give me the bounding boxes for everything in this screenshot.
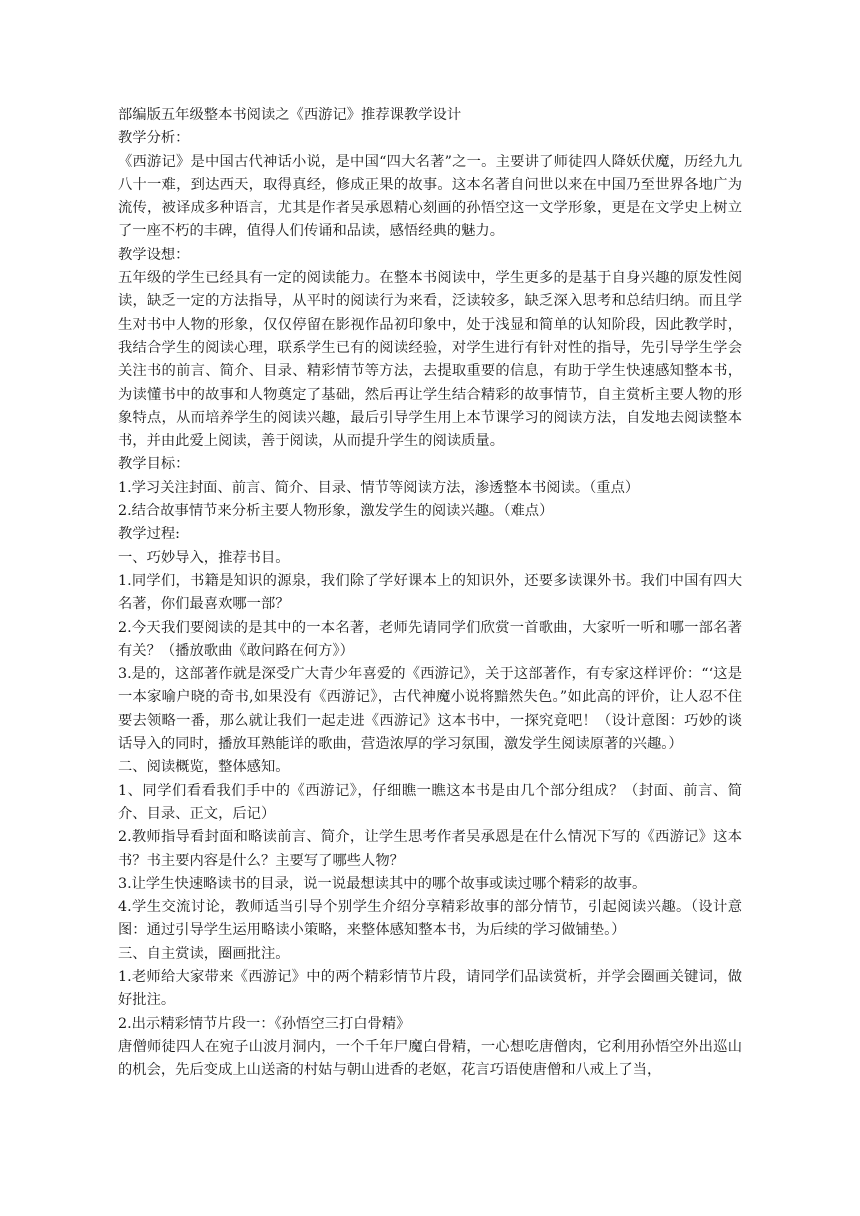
document-body: [118, 104, 742, 1082]
section-heading-analysis: 教学分析：: [118, 130, 190, 147]
step1-item-2: 2.今天我们要阅读的是其中的一本名著，老师先请同学们欣赏一首歌曲，大家听一听和哪一部名著有关？（播放歌曲《敢问路在何方》）: [118, 619, 742, 659]
section-heading-concept: 教学设想：: [118, 246, 190, 263]
step2-item-3: 3.让学生快速略读书的目录，说一说最想读其中的哪个故事或读过哪个精彩的故事。: [118, 875, 647, 892]
step-heading-1: 一、巧妙导入，推荐书目。: [118, 549, 290, 566]
section-heading-process: 教学过程:: [118, 526, 181, 543]
paragraph-concept: 五年级的学生已经具有一定的阅读能力。在整本书阅读中，学生更多的是基于自身兴趣的原发性阅读，缺乏一定的方法指导，从平时的阅读行为来看，泛读较多，缺乏深入思考和总结归纳。而且学生对书中人物的形象，仅仅停留在影视作品初印象中，处于浅显和简单的认知阶段，因此教学时，我结合学生的阅读心理，联系学生已有的阅读经验，对学生进行有针对性的指导，先引导学生学会关注书的前言、简介、目录、精彩情节等方法，去提取重要的信息，有助于学生快速感知整本书，为读懂书中的故事和人物奠定了基础，然后再让学生结合精彩的故事情节，自主赏析主要人物的形象特点，从而培养学生的阅读兴趣，最后引导学生用上本节课学习的阅读方法，自发地去阅读整本书，并由此爱上阅读，善于阅读，从而提升学生的阅读质量。: [118, 270, 742, 450]
step3-item-2: 2.出示精彩情节片段一：《孙悟空三打白骨精》: [118, 1015, 411, 1032]
step1-item-3: 3.是的，这部著作就是深受广大青少年喜爱的《西游记》，关于这部著作，有专家这样评价：“‘这是一本家喻户晓的奇书,如果没有《西游记》，古代神魔小说将黯然失色。”如此高的评价，让人忍不住要去领略一番，那么就让我们一起走进《西游记》这本书中，一探究竟吧！（设计意图：巧妙的谈话导入的同时，播放耳熟能详的歌曲，营造浓厚的学习氛围，激发学生阅读原著的兴趣。）: [118, 666, 742, 753]
step3-item-1: 1.老师给大家带来《西游记》中的两个精彩情节片段，请同学们品读赏析，并学会圈画关键词，做好批注。: [118, 968, 742, 1009]
document-title: 部编版五年级整本书阅读之《西游记》推荐课教学设计: [118, 107, 462, 123]
goal-item-2: 2.结合故事情节来分析主要人物形象，激发学生的阅读兴趣。（难点）: [118, 503, 554, 520]
step-heading-3: 三、自主赏读，圈画批注。: [118, 945, 290, 962]
step1-item-1: 1.同学们，书籍是知识的源泉，我们除了学好课本上的知识外，还要多读课外书。我们中国有四大名著，你们最喜欢哪一部？: [118, 572, 742, 613]
step2-item-1: 1、同学们看看我们手中的《西游记》，仔细瞧一瞧这本书是由几个部分组成？（封面、前言、简介、目录、正文，后记）: [118, 782, 742, 822]
step-heading-2: 二、阅读概览，整体感知。: [118, 759, 290, 776]
section-heading-goals: 教学目标：: [118, 456, 190, 473]
story-excerpt: 唐僧师徒四人在宛子山波月洞内，一个千年尸魔白骨精，一心想吃唐僧肉，它利用孙悟空外出巡山的机会，先后变成上山送斋的村姑与朝山进香的老妪，花言巧语使唐僧和八戒上了当，: [118, 1038, 742, 1079]
step2-item-4: 4.学生交流讨论，教师适当引导个别学生介绍分享精彩故事的部分情节，引起阅读兴趣。（设计意图：通过引导学生运用略读小策略，来整体感知整本书，为后续的学习做铺垫。）: [118, 899, 742, 939]
step2-item-2: 2.教师指导看封面和略读前言、简介，让学生思考作者吴承恩是在什么情况下写的《西游记》这本书？书主要内容是什么？主要写了哪些人物？: [118, 829, 742, 869]
goal-item-1: 1.学习关注封面、前言、简介、目录、情节等阅读方法，渗透整本书阅读。（重点）: [118, 479, 640, 496]
paragraph-analysis: 《西游记》是中国古代神话小说，是中国“四大名著”之一。主要讲了师徒四人降妖伏魔，历经九九八十一难，到达西天，取得真经，修成正果的故事。这本名著自问世以来在中国乃至世界各地广为流传，被译成多种语言，尤其是作者吴承恩精心刻画的孙悟空这一文学形象，更是在文学史上树立了一座不朽的丰碑，值得人们传诵和品读，感悟经典的魅力。: [118, 153, 742, 240]
